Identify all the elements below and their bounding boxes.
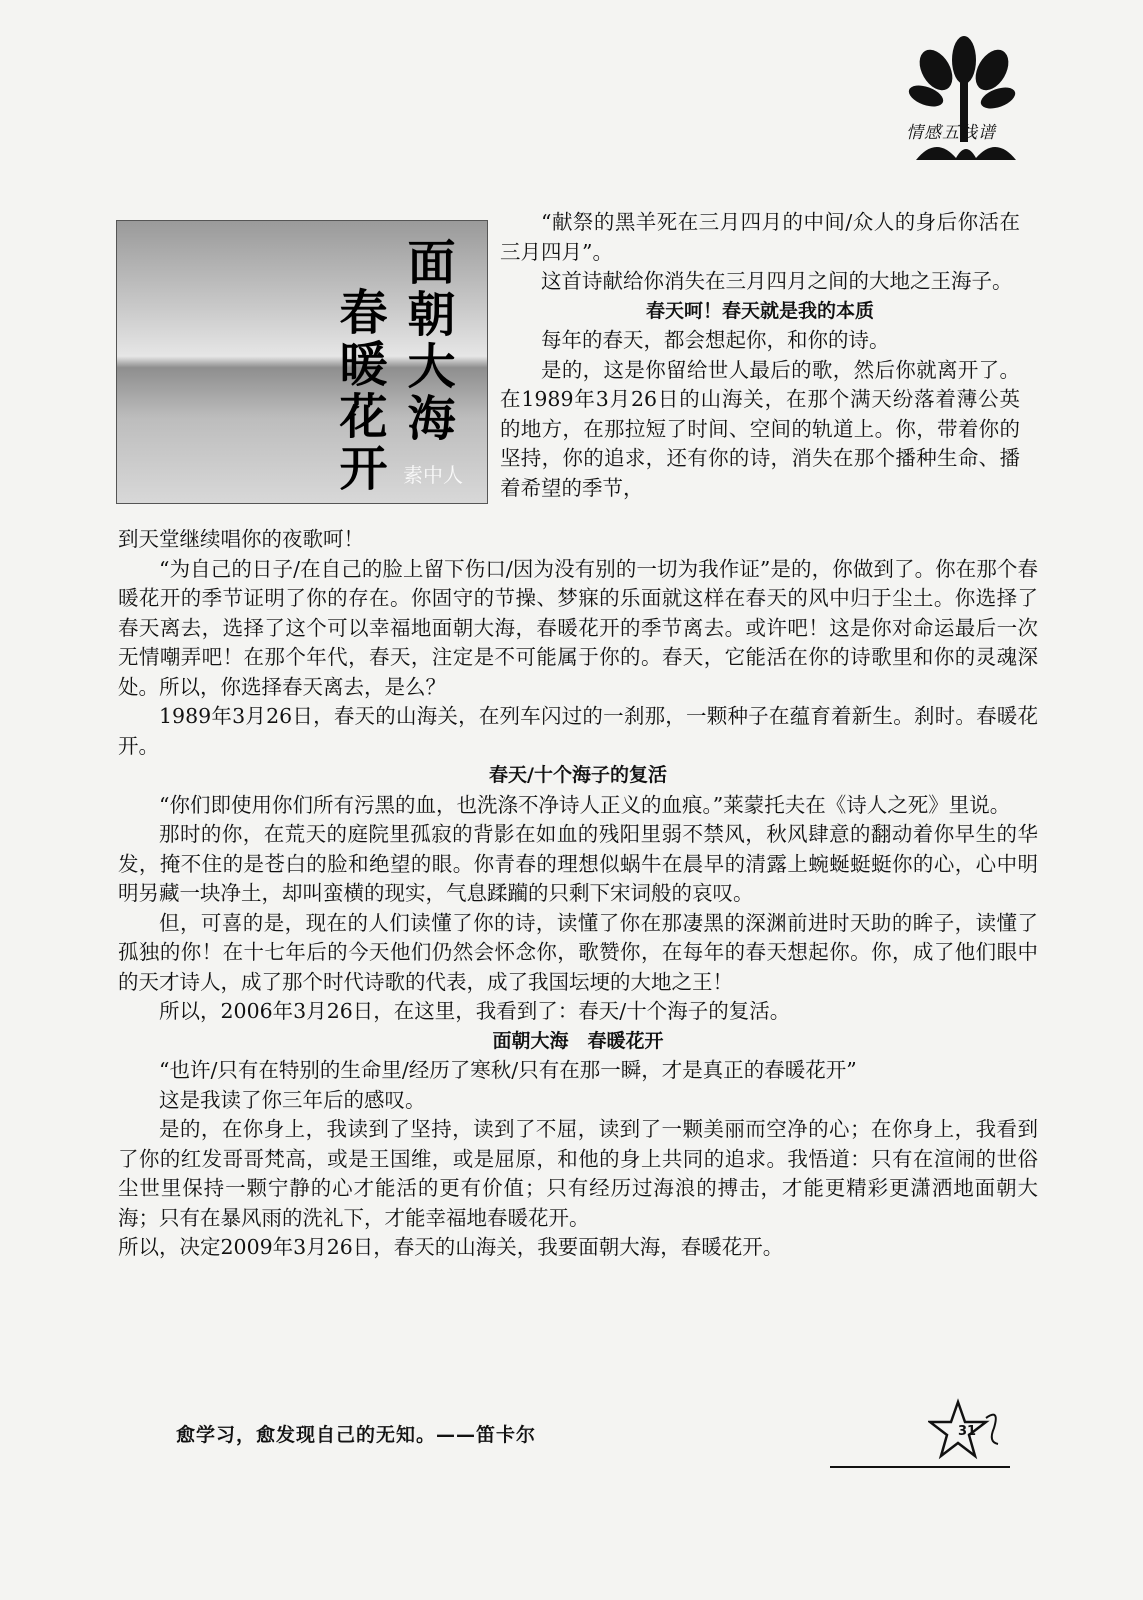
section-heading: 春天呵！春天就是我的本质 — [645, 299, 874, 322]
paragraph: 那时的你，在荒天的庭院里孤寂的背影在如血的残阳里弱不禁风，秋风肆意的翻动着你早生的华发，掩不住的是苍白的脸和绝望的眼。你青春的理想似蜗牛在晨早的清露上蜿蜒蜓蜓你的心，心中明明另藏一块净土，却叫蛮横的现实，气息蹂躏的只剩下宋词般的哀叹。 — [118, 822, 1038, 905]
paragraph: 但，可喜的是，现在的人们读懂了你的诗，读懂了你在那凄黑的深渊前进时天助的眸子，读懂了孤独的你！在十七年后的今天他们仍然会怀念你，歌赞你，在每年的春天想起你。你，成了他们眼中的天才诗人，成了那个时代诗歌的代表，成了我国坛埂的大地之王！ — [118, 910, 1038, 994]
footer-quote: 愈学习，愈发现自己的无知。——笛卡尔 — [176, 1424, 537, 1446]
paragraph: “为自己的日子/在自己的脸上留下伤口/因为没有别的一切为我作证”是的，你做到了。你在那个春暖花开的季节证明了你的存在。你固守的节操、梦寐的乐面就这样在春天的风中归于尘土。你选择了春天离去，选择了这个可以幸福地面朝大海，春暖花开的季节离去。或许吧！这是你对命运最后一次无情嘲弄吧！在那个年代，春天，注定是不可能属于你的。春天，它能活在你的诗歌里和你的灵魂深处。所以，你选择春天离去，是么？ — [118, 556, 1038, 699]
section-heading: 春天/十个海子的复活 — [489, 764, 667, 786]
right-column-text — [500, 208, 1020, 503]
paragraph: 是的，在你身上，我读到了坚持，读到了不屈，读到了一颗美丽而空净的心；在你身上，我看到了你的红发哥哥梵高，或是王国维，或是屈原，和他的身上共同的追求。我悟道：只有在渲闹的世俗尘世里保持一颗宁静的心才能活的更有价值；只有经历过海浪的搏击，才能更精彩更潇洒地面朝大海；只有在暴风雨的洗礼下，才能幸福地春暖花开。 — [118, 1117, 1038, 1230]
paragraph: 这是我读了你三年后的感叹。 — [159, 1087, 426, 1112]
paragraph: “也许/只有在特别的生命里/经历了寒秋/只有在那一瞬，才是真正的春暖花开” — [159, 1058, 857, 1082]
logo-text: 情感五线谱 — [906, 123, 996, 143]
intro-paragraph: 这首诗献给你消失在三月四月之间的大地之王海子。 — [541, 269, 1013, 293]
paragraph: 每年的春天，都会想起你，和你的诗。 — [541, 328, 890, 352]
footer-line — [830, 1466, 1010, 1468]
title-line-2: 春暖花开 — [331, 287, 387, 495]
title-image — [116, 220, 488, 504]
intro-paragraph: “献祭的黑羊死在三月四月的中间/众人的身后你活在三月四月”。 — [500, 210, 1020, 264]
paragraph: 所以，决定2009年3月26日，春天的山海关，我要面朝大海，春暖花开。 — [118, 1235, 784, 1259]
paragraph: “你们即使用你们所有污黑的血，也洗涤不净诗人正义的血痕。”莱蒙托夫在《诗人之死》里说。 — [159, 792, 1011, 817]
tree-logo-icon — [896, 30, 1036, 170]
full-width-text — [118, 525, 1038, 1263]
paragraph: 是的，这是你留给世人最后的歌，然后你就离开了。在1989年3月26日的山海关，在那个满天纷落着薄公英的地方，在那拉短了时间、空间的轨道上。你，带着你的坚持，你的追求，还有你的诗，消失在那个播种生命、播着希望的季节， — [500, 357, 1020, 500]
page-number: 31 — [958, 1424, 977, 1439]
author-name: 素中人 — [403, 463, 463, 487]
section-heading: 面朝大海 春暖花开 — [492, 1029, 664, 1052]
paragraph: 1989年3月26日，春天的山海关，在列车闪过的一刹那，一颗种子在蕴育着新生。刹时。春暖花开。 — [118, 704, 1038, 758]
paragraph: 所以，2006年3月26日，在这里，我看到了：春天/十个海子的复活。 — [159, 999, 791, 1023]
paragraph: 到天堂继续唱你的夜歌呵！ — [118, 527, 364, 551]
title-line-1: 面朝大海 — [399, 237, 455, 445]
